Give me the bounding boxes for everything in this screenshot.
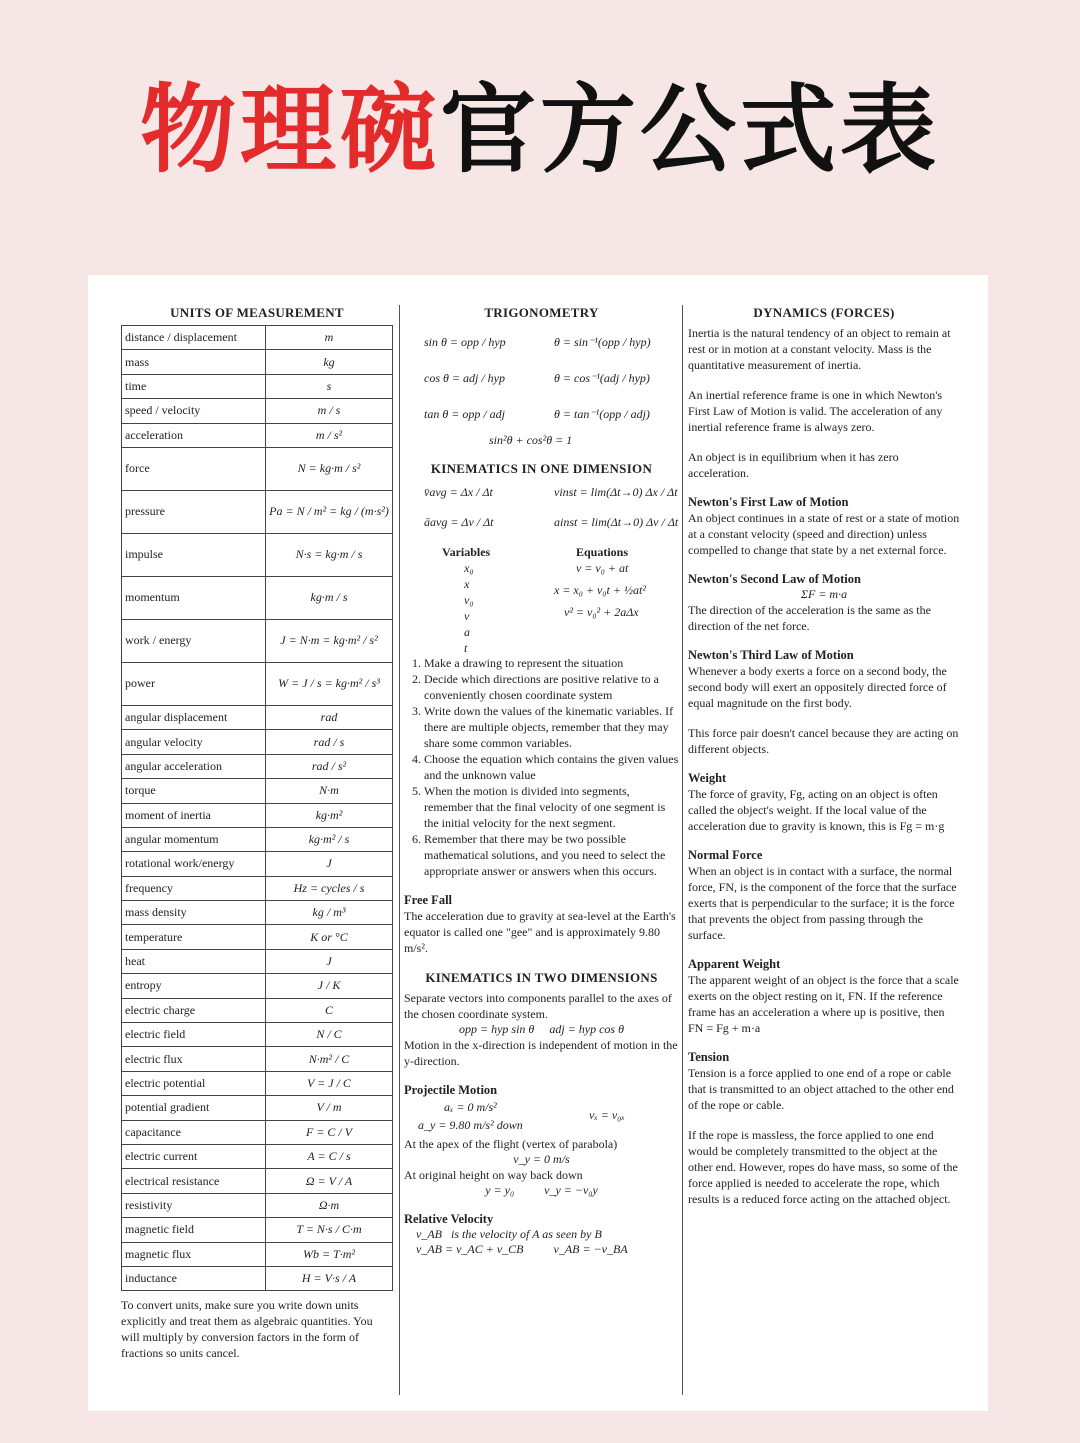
atan-formula: θ = tan⁻¹(opp / adj): [554, 407, 650, 421]
units-heading: UNITS OF MEASUREMENT: [170, 305, 344, 320]
unit-quantity: impulse: [122, 533, 266, 576]
aavg-formula: āavg = Δv / Δt: [424, 515, 494, 529]
tension-heading: Tension: [688, 1050, 730, 1064]
kin1-variables: [404, 545, 679, 655]
cos-formula: cos θ = adj / hyp: [424, 371, 505, 385]
unit-symbol: kg / m³: [266, 901, 393, 925]
unit-symbol: m: [266, 326, 393, 350]
var-a: a: [464, 625, 470, 639]
units-row: [122, 705, 393, 729]
unit-symbol: J: [266, 852, 393, 876]
unit-symbol: J: [266, 949, 393, 973]
units-row: [122, 619, 393, 662]
step-item: 5. When the motion is divided into segments, remember that the final velocity of one segment is the initial velocity for the next segment.: [424, 783, 679, 831]
unit-quantity: electric potential: [122, 1071, 266, 1095]
relative-eqs: v_AB = v_AC + v_CB v_AB = −v_BA: [416, 1242, 628, 1256]
kin2-text2: Motion in the x-direction is independent of motion in the y-direction.: [404, 1038, 678, 1068]
kin2-text: Separate vectors into components parallel to the axes of the chosen coordinate system.: [404, 991, 672, 1021]
kin2-heading: KINEMATICS IN TWO DIMENSIONS: [425, 970, 658, 985]
massless-text: If the rope is massless, the force applied to one end would be completely transmitted to the object at the other end. However, ropes do have mass, so some of the force applied is needed to accelerate the rope, which results is a reduced force acting on the attached object.: [688, 1128, 958, 1206]
eq-velocity: v = v₀ + at: [576, 561, 629, 575]
unit-symbol: C: [266, 998, 393, 1022]
unit-quantity: angular velocity: [122, 730, 266, 754]
units-row: [122, 374, 393, 398]
back-text: At original height on way back down: [404, 1168, 583, 1182]
units-row: [122, 350, 393, 374]
units-row: [122, 1120, 393, 1144]
unit-symbol: A = C / s: [266, 1144, 393, 1168]
unit-quantity: work / energy: [122, 619, 266, 662]
unit-symbol: rad: [266, 705, 393, 729]
units-row: [122, 399, 393, 423]
units-row: [122, 1266, 393, 1290]
unit-quantity: frequency: [122, 876, 266, 900]
units-row: [122, 1096, 393, 1120]
page-title: [0, 70, 1080, 190]
unit-symbol: Wb = T·m²: [266, 1242, 393, 1266]
units-row: [122, 925, 393, 949]
unit-quantity: acceleration: [122, 423, 266, 447]
normal-text: When an object is in contact with a surface, the normal force, FN, is the component of the force that the surface exerts that is perpendicular to the surface; it is the force that prevents the object from passing through the surface.: [688, 864, 957, 942]
unit-symbol: kg·m² / s: [266, 827, 393, 851]
units-row: [122, 876, 393, 900]
step-item: 1. Make a drawing to represent the situation: [424, 655, 679, 671]
units-row: [122, 730, 393, 754]
step-item: 6. Remember that there may be two possible mathematical solutions, and you need to select the appropriate answer or answers when this occurs.: [424, 831, 679, 879]
column-divider: [399, 305, 400, 1395]
unit-symbol: Ω·m: [266, 1193, 393, 1217]
tan-formula: tan θ = opp / adj: [424, 407, 505, 421]
second-law-text: The direction of the acceleration is the same as the direction of the net force.: [688, 603, 931, 633]
problem-steps: [404, 655, 679, 879]
third-law-text: Whenever a body exerts a force on a second body, the second body will exert an oppositely directed force of equal magnitude on the first body.: [688, 664, 947, 710]
second-law-heading: Newton's Second Law of Motion: [688, 572, 861, 586]
unit-quantity: electric charge: [122, 998, 266, 1022]
apparent-text: The apparent weight of an object is the force that a scale exerts on the object resting on it, FN. If the reference frame has an acceleration a where up is positive, then FN = Fg + m·a: [688, 973, 959, 1035]
units-note: To convert units, make sure you write down units explicitly and treat them as algebraic quantities. You will multiply by conversion factors in the form of fractions so units cancel.: [121, 1298, 373, 1361]
kinematics-column: [404, 305, 679, 1257]
apex-text: At the apex of the flight (vertex of parabola): [404, 1137, 618, 1151]
unit-symbol: N·m² / C: [266, 1047, 393, 1071]
normal-heading: Normal Force: [688, 848, 763, 862]
weight-heading: Weight: [688, 771, 727, 785]
var-x0: x₀: [464, 561, 474, 575]
relative-heading: Relative Velocity: [404, 1212, 494, 1226]
units-row: [122, 852, 393, 876]
frame-text: An inertial reference frame is one in which Newton's First Law of Motion is valid. The acceleration of any inertial reference frame is always zero.: [688, 388, 943, 434]
vavg-formula: v̄avg = Δx / Δt: [424, 485, 493, 499]
units-row: [122, 779, 393, 803]
unit-quantity: inductance: [122, 1266, 266, 1290]
ay-formula: a_y = 9.80 m/s² down: [418, 1118, 523, 1132]
units-row: [122, 998, 393, 1022]
kin1-heading: KINEMATICS IN ONE DIMENSION: [430, 461, 653, 476]
units-row: [122, 974, 393, 998]
unit-quantity: momentum: [122, 576, 266, 619]
unit-quantity: moment of inertia: [122, 803, 266, 827]
unit-quantity: entropy: [122, 974, 266, 998]
unit-symbol: Pa = N / m² = kg / (m·s²): [266, 490, 393, 533]
apparent-heading: Apparent Weight: [688, 957, 781, 971]
unit-quantity: electric current: [122, 1144, 266, 1168]
unit-symbol: T = N·s / C·m: [266, 1218, 393, 1242]
unit-quantity: resistivity: [122, 1193, 266, 1217]
units-row: [122, 754, 393, 778]
variables-label: Variables: [442, 545, 491, 559]
units-column: [121, 305, 393, 1361]
unit-quantity: angular momentum: [122, 827, 266, 851]
freefall-heading: Free Fall: [404, 893, 453, 907]
unit-quantity: rotational work/energy: [122, 852, 266, 876]
unit-quantity: electric flux: [122, 1047, 266, 1071]
sin-formula: sin θ = opp / hyp: [424, 335, 506, 349]
unit-quantity: magnetic field: [122, 1218, 266, 1242]
projectile-heading: Projectile Motion: [404, 1083, 498, 1097]
step-item: 4. Choose the equation which contains the given values and the unknown value: [424, 751, 679, 783]
unit-quantity: heat: [122, 949, 266, 973]
ainst-formula: ainst = lim(Δt→0) Δv / Δt: [554, 515, 679, 529]
first-law-heading: Newton's First Law of Motion: [688, 495, 849, 509]
asin-formula: θ = sin⁻¹(opp / hyp): [554, 335, 651, 349]
unit-symbol: N·m: [266, 779, 393, 803]
unit-symbol: m / s: [266, 399, 393, 423]
units-row: [122, 901, 393, 925]
unit-symbol: rad / s: [266, 730, 393, 754]
var-v0: v₀: [464, 593, 474, 607]
unit-symbol: J = N·m = kg·m² / s²: [266, 619, 393, 662]
formula-sheet: [88, 275, 988, 1411]
unit-symbol: kg·m / s: [266, 576, 393, 619]
inertia-text: Inertia is the natural tendency of an object to remain at rest or in motion at a constant velocity. Mass is the quantitative measurement of inertia.: [688, 326, 951, 372]
units-row: [122, 533, 393, 576]
projectile-accel: [404, 1098, 679, 1136]
var-x: x: [464, 577, 470, 591]
unit-symbol: N = kg·m / s²: [266, 447, 393, 490]
var-v: v: [464, 609, 470, 623]
ax-formula: aₓ = 0 m/s²: [444, 1100, 497, 1114]
units-row: [122, 1023, 393, 1047]
tension-text: Tension is a force applied to one end of a rope or cable that is transmitted to an object attached to the other end of the rope or cable.: [688, 1066, 954, 1112]
unit-quantity: mass: [122, 350, 266, 374]
units-row: [122, 326, 393, 350]
unit-symbol: H = V·s / A: [266, 1266, 393, 1290]
unit-quantity: electric field: [122, 1023, 266, 1047]
equations-label: Equations: [576, 545, 629, 559]
unit-symbol: J / K: [266, 974, 393, 998]
dynamics-column: [688, 305, 960, 1207]
unit-quantity: angular displacement: [122, 705, 266, 729]
trig-block: [404, 325, 679, 453]
unit-quantity: speed / velocity: [122, 399, 266, 423]
vinst-formula: vinst = lim(Δt→0) Δx / Δt: [554, 485, 678, 499]
trig-identity: sin²θ + cos²θ = 1: [489, 433, 573, 447]
dynamics-heading: DYNAMICS (FORCES): [753, 305, 895, 320]
unit-symbol: rad / s²: [266, 754, 393, 778]
unit-quantity: mass density: [122, 901, 266, 925]
force-pair-text: This force pair doesn't cancel because they are acting on different objects.: [688, 726, 959, 756]
units-row: [122, 1071, 393, 1095]
unit-quantity: magnetic flux: [122, 1242, 266, 1266]
units-row: [122, 1169, 393, 1193]
yback-formula: y = y₀ v_y = −v₀y: [485, 1183, 598, 1197]
units-row: [122, 576, 393, 619]
eq-position: x = x₀ + v₀t + ½at²: [554, 583, 646, 597]
unit-quantity: temperature: [122, 925, 266, 949]
unit-symbol: F = C / V: [266, 1120, 393, 1144]
kin2-eqs: opp = hyp sin θ adj = hyp cos θ: [459, 1022, 624, 1036]
unit-quantity: potential gradient: [122, 1096, 266, 1120]
unit-symbol: V = J / C: [266, 1071, 393, 1095]
acos-formula: θ = cos⁻¹(adj / hyp): [554, 371, 650, 385]
units-row: [122, 1144, 393, 1168]
title-red: 物理碗: [140, 74, 440, 186]
unit-symbol: N·s = kg·m / s: [266, 533, 393, 576]
step-item: 3. Write down the values of the kinematic variables. If there are multiple objects, remember that they may share some common variables.: [424, 703, 679, 751]
vy-apex: v_y = 0 m/s: [513, 1152, 570, 1166]
units-row: [122, 662, 393, 705]
unit-symbol: K or °C: [266, 925, 393, 949]
units-row: [122, 1047, 393, 1071]
units-row: [122, 490, 393, 533]
third-law-heading: Newton's Third Law of Motion: [688, 648, 854, 662]
vx-formula: vₓ = v₀ₓ: [589, 1108, 625, 1122]
units-row: [122, 1218, 393, 1242]
unit-quantity: electrical resistance: [122, 1169, 266, 1193]
first-law-text: An object continues in a state of rest or a state of motion at a constant velocity (speed and direction) unless compelled to change that state by a net external force.: [688, 511, 960, 557]
unit-symbol: V / m: [266, 1096, 393, 1120]
eq-vsquared: v² = v₀² + 2aΔx: [564, 605, 639, 619]
unit-symbol: W = J / s = kg·m² / s³: [266, 662, 393, 705]
weight-text: The force of gravity, Fg, acting on an object is often called the object's weight. If the local value of the acceleration due to gravity is known, this is Fg = m·g: [688, 787, 945, 833]
units-row: [122, 949, 393, 973]
units-row: [122, 1242, 393, 1266]
unit-symbol: N / C: [266, 1023, 393, 1047]
unit-quantity: power: [122, 662, 266, 705]
unit-symbol: Ω = V / A: [266, 1169, 393, 1193]
unit-quantity: force: [122, 447, 266, 490]
unit-symbol: Hz = cycles / s: [266, 876, 393, 900]
unit-quantity: angular acceleration: [122, 754, 266, 778]
freefall-text: The acceleration due to gravity at sea-level at the Earth's equator is called one "gee" and is approximately 9.80 m/s².: [404, 909, 676, 955]
second-law-eq: ΣF = m·a: [800, 587, 848, 601]
unit-symbol: m / s²: [266, 423, 393, 447]
unit-symbol: s: [266, 374, 393, 398]
step-item: 2. Decide which directions are positive relative to a conveniently chosen coordinate system: [424, 671, 679, 703]
units-row: [122, 447, 393, 490]
unit-quantity: distance / displacement: [122, 326, 266, 350]
unit-quantity: time: [122, 374, 266, 398]
unit-quantity: torque: [122, 779, 266, 803]
title-black: 官方公式表: [440, 74, 940, 186]
unit-symbol: kg·m²: [266, 803, 393, 827]
units-table: [121, 325, 393, 1291]
unit-symbol: kg: [266, 350, 393, 374]
column-divider: [682, 305, 683, 1395]
units-row: [122, 803, 393, 827]
unit-quantity: capacitance: [122, 1120, 266, 1144]
units-row: [122, 827, 393, 851]
var-t: t: [464, 641, 468, 655]
units-row: [122, 1193, 393, 1217]
equilibrium-text: An object is in equilibrium when it has zero acceleration.: [688, 450, 899, 480]
relative-def: v_AB is the velocity of A as seen by B: [416, 1227, 602, 1241]
units-row: [122, 423, 393, 447]
kin1-defs: [404, 481, 679, 545]
trig-heading: TRIGONOMETRY: [484, 305, 599, 320]
unit-quantity: pressure: [122, 490, 266, 533]
